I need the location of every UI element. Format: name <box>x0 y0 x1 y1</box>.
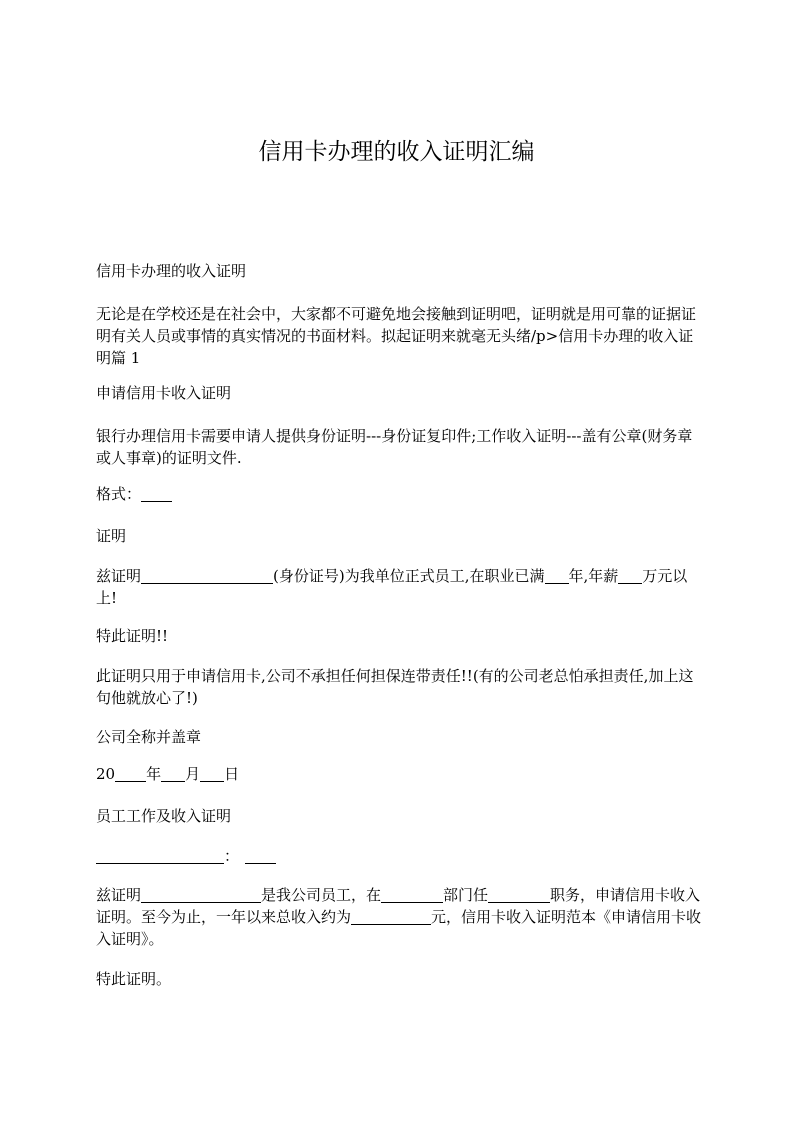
text-segment: 部门任 <box>443 886 489 904</box>
paragraph-hereby: 特此证明!! <box>96 627 169 645</box>
paragraph-employee-body <box>96 884 702 950</box>
paragraph-date <box>96 763 702 785</box>
blank-line <box>245 848 276 864</box>
blank-line <box>161 766 185 782</box>
blank-line <box>381 887 443 903</box>
paragraph-requirements: 银行办理信用卡需要申请人提供身份证明---身份证复印件;工作收入证明---盖有公章(财务章或人事章)的证明文件. <box>96 427 693 467</box>
blank-line <box>141 486 172 502</box>
blank-line <box>115 766 146 782</box>
text-segment: 兹证明 <box>96 886 142 904</box>
blank-line <box>488 887 550 903</box>
blank-line <box>141 887 261 903</box>
text-segment: 年,年薪 <box>568 567 619 585</box>
blank-line <box>96 848 224 864</box>
paragraph-company-seal: 公司全称并盖章 <box>96 728 202 746</box>
paragraph-section-title: 申请信用卡收入证明 <box>96 384 232 402</box>
text-segment: 兹证明 <box>96 567 142 585</box>
text-segment: 月 <box>185 765 201 783</box>
paragraph-disclaimer: 此证明只用于申请信用卡,公司不承担任何担保连带责任!!(有的公司老总怕承担责任,加上这句他就放心了!) <box>96 667 694 707</box>
paragraph-certificate-body <box>96 565 702 609</box>
paragraph-certificate-heading: 证明 <box>96 527 127 545</box>
paragraph-intro: 无论是在学校还是在社会中，大家都不可避免地会接触到证明吧，证明就是用可靠的证据证明有关人员或事情的真实情况的书面材料。拟起证明来就毫无头绪/p>信用卡办理的收入证明篇 1 <box>96 305 697 367</box>
text-segment: 万元以上! <box>96 567 688 607</box>
paragraph-format <box>96 483 702 505</box>
text-segment: 日 <box>224 765 240 783</box>
blank-line <box>545 568 569 584</box>
text-segment: 20 <box>96 765 116 783</box>
text-segment: 年 <box>146 765 162 783</box>
paragraph-heading: 信用卡办理的收入证明 <box>96 262 247 280</box>
text-segment: (身份证号)为我单位正式员工,在职业已满 <box>273 567 545 585</box>
text-segment: 元，信用卡收入证明范本《申请信用卡收入证明》。 <box>96 908 702 948</box>
paragraph-employee-heading: 员工工作及收入证明 <box>96 807 232 825</box>
text-segment: 职务，申请信用卡收入证明。至今为止，一年以来总收入约为 <box>96 886 701 926</box>
paragraph-blank-fields <box>96 845 702 867</box>
blank-line <box>200 766 224 782</box>
format-label: 格式： <box>96 485 142 503</box>
text-segment: 是我公司员工，在 <box>261 886 382 904</box>
blank-line <box>351 909 431 925</box>
paragraph-closing: 特此证明。 <box>96 970 172 988</box>
text-segment: ： <box>224 847 240 865</box>
blank-line <box>141 568 273 584</box>
document-title: 信用卡办理的收入证明汇编 <box>258 139 535 165</box>
blank-line <box>618 568 642 584</box>
